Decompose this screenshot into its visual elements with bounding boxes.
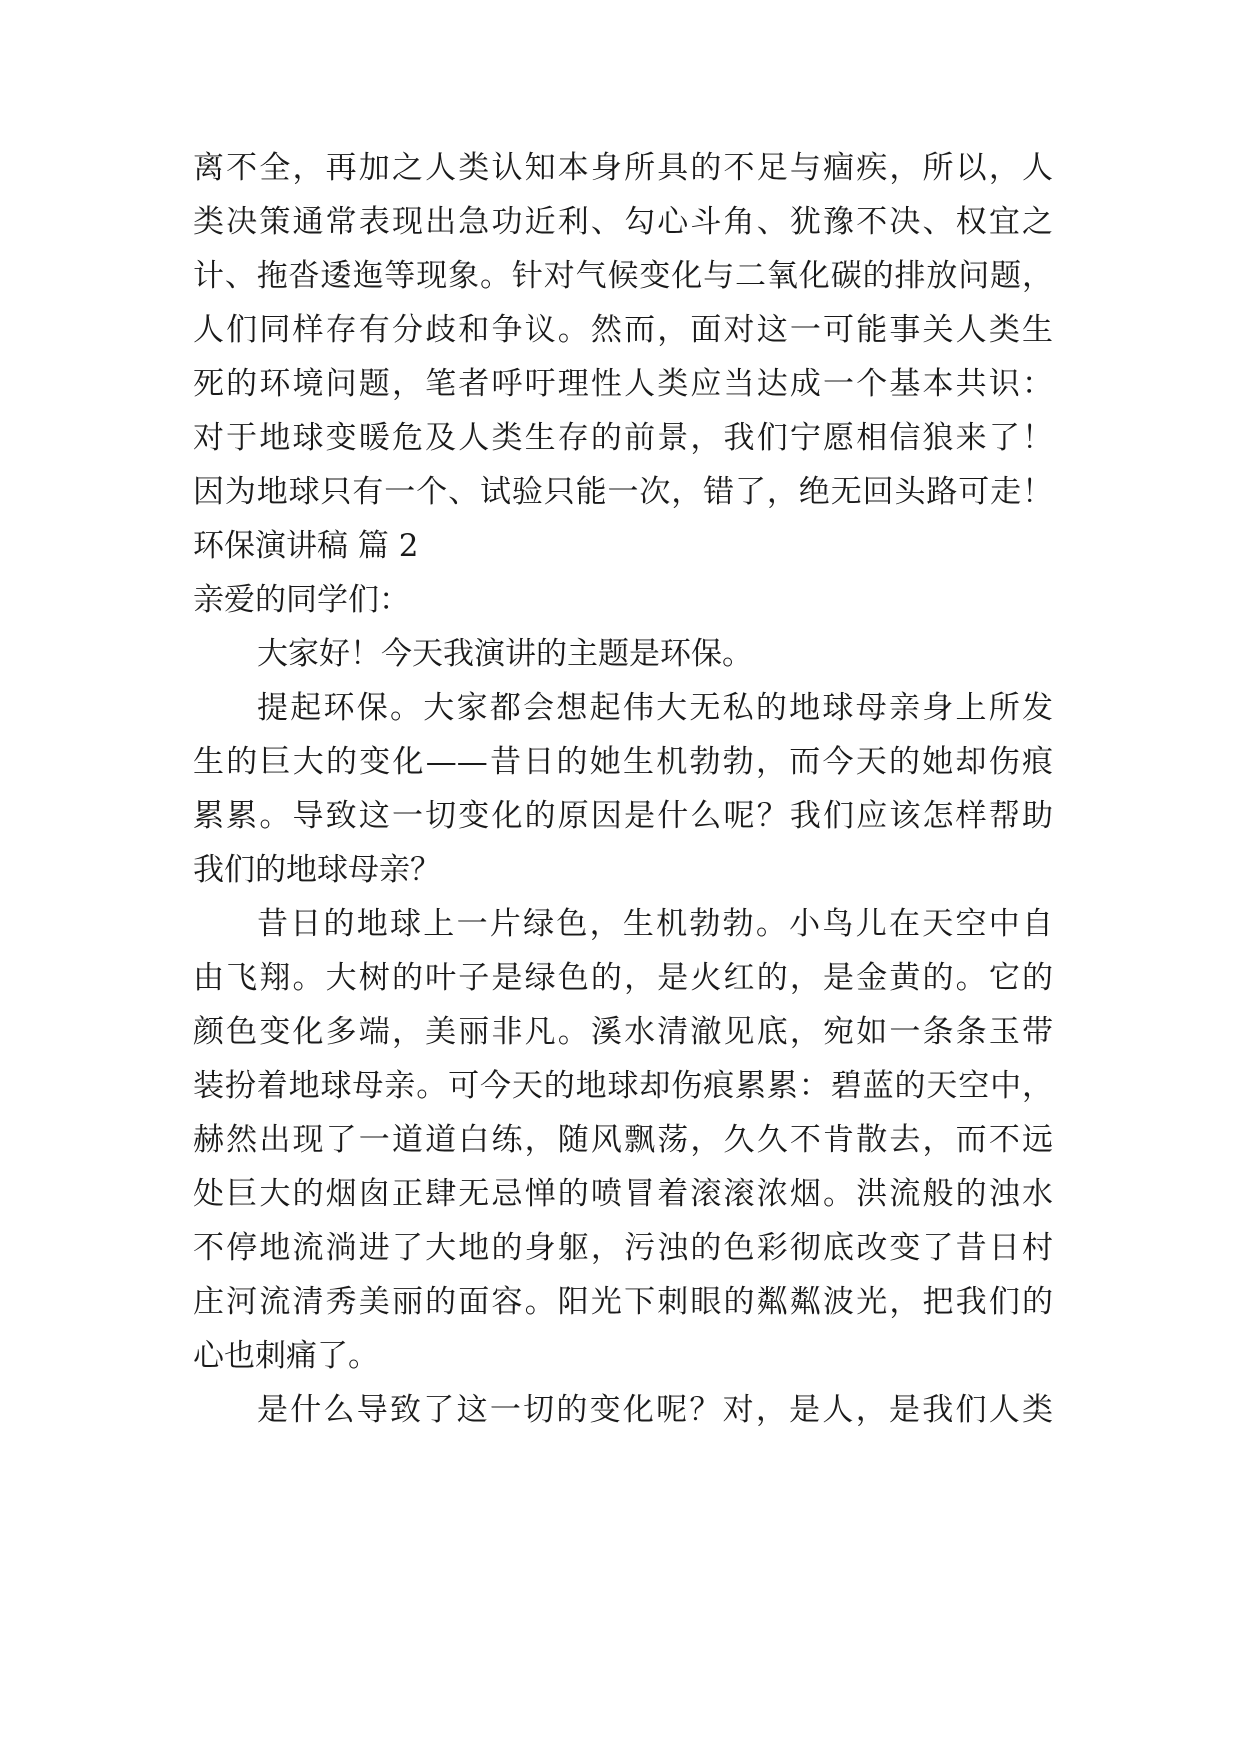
text-line: 因为地球只有一个、试验只能一次，错了，绝无回头路可走！ bbox=[193, 474, 1053, 510]
text-line: 由飞翔。大树的叶子是绿色的，是火红的，是金黄的。它的 bbox=[193, 960, 1053, 996]
section-heading: 环保演讲稿 篇 2 bbox=[193, 528, 419, 564]
document-page bbox=[193, 0, 1053, 1754]
text-line: 对于地球变暖危及人类生存的前景，我们宁愿相信狼来了！ bbox=[193, 420, 1053, 456]
text-line: 我们的地球母亲？ bbox=[193, 852, 441, 888]
text-line: 是什么导致了这一切的变化呢？对，是人，是我们人类 bbox=[257, 1392, 1053, 1428]
text-line: 大家好！今天我演讲的主题是环保。 bbox=[257, 636, 753, 672]
text-line: 装扮着地球母亲。可今天的地球却伤痕累累：碧蓝的天空中， bbox=[193, 1068, 1053, 1104]
text-line: 类决策通常表现出急功近利、勾心斗角、犹豫不决、权宜之 bbox=[193, 204, 1053, 240]
text-line: 累累。导致这一切变化的原因是什么呢？我们应该怎样帮助 bbox=[193, 798, 1053, 834]
text-line: 庄河流清秀美丽的面容。阳光下刺眼的粼粼波光，把我们的 bbox=[193, 1284, 1053, 1320]
text-line: 赫然出现了一道道白练，随风飘荡，久久不肯散去，而不远 bbox=[193, 1122, 1053, 1158]
salutation: 亲爱的同学们： bbox=[193, 582, 410, 618]
text-line: 生的巨大的变化——昔日的她生机勃勃，而今天的她却伤痕 bbox=[193, 744, 1053, 780]
text-line: 计、拖沓逶迤等现象。针对气候变化与二氧化碳的排放问题， bbox=[193, 258, 1053, 294]
text-line: 离不全，再加之人类认知本身所具的不足与痼疾，所以，人 bbox=[193, 150, 1053, 186]
text-line: 不停地流淌进了大地的身躯，污浊的色彩彻底改变了昔日村 bbox=[193, 1230, 1053, 1266]
text-line: 心也刺痛了。 bbox=[193, 1338, 379, 1374]
text-line: 处巨大的烟囱正肆无忌惮的喷冒着滚滚浓烟。洪流般的浊水 bbox=[193, 1176, 1053, 1212]
text-line: 死的环境问题，笔者呼吁理性人类应当达成一个基本共识： bbox=[193, 366, 1053, 402]
text-line: 人们同样存有分歧和争议。然而，面对这一可能事关人类生 bbox=[193, 312, 1053, 348]
text-line: 提起环保。大家都会想起伟大无私的地球母亲身上所发 bbox=[257, 690, 1053, 726]
text-line: 颜色变化多端，美丽非凡。溪水清澈见底，宛如一条条玉带 bbox=[193, 1014, 1053, 1050]
text-line: 昔日的地球上一片绿色，生机勃勃。小鸟儿在天空中自 bbox=[257, 906, 1053, 942]
